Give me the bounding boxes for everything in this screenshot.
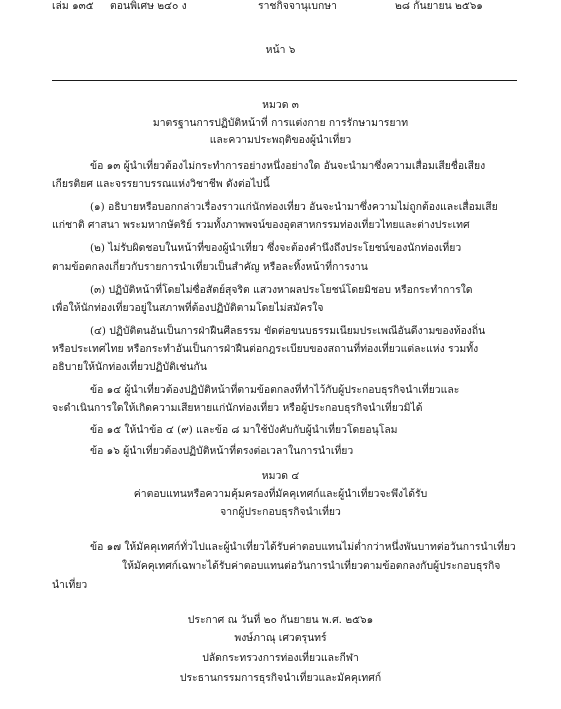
clause-13-item-1-line-2: แก่ชาติ ศาสนา พระมหากษัตริย์ รวมทั้งภาพพจน์ของอุตสาหกรรมท่องเที่ยวไทยและต่างประเทศ (52, 219, 470, 231)
clause-17-line-3: นำเที่ยว (52, 579, 88, 591)
chapter-4-title-line-1: ค่าตอบแทนหรือความคุ้มครองที่มัคคุเทศก์และผู้นำเที่ยวจะพึงได้รับ (133, 488, 428, 500)
section-number: ตอนพิเศษ ๒๔๐ ง (110, 0, 187, 12)
clause-15: ข้อ ๑๕ ให้นำข้อ ๔ (๙) และข้อ ๘ มาใช้บังคับกับผู้นำเที่ยวโดยอนุโลม (90, 424, 398, 436)
chapter-3-heading: หมวด ๓ (262, 99, 299, 111)
header-rule (52, 80, 517, 81)
signatory-position-2: ประธานกรรมการธุรกิจนำเที่ยวและมัคคุเทศก์ (179, 672, 382, 684)
clause-13-item-2-line-1: (๒) ไม่รับผิดชอบในหน้าที่ของผู้นำเที่ยว ซึ่งจะต้องคำนึงถึงประโยชน์ของนักท่องเที่ยว (90, 242, 462, 254)
signature-announce-date: ประกาศ ณ วันที่ ๒๐ กันยายน พ.ศ. ๒๕๖๑ (187, 614, 374, 626)
chapter-3-title-line-1: มาตรฐานการปฏิบัติหน้าที่ การแต่งกาย การรักษามารยาท (152, 117, 409, 129)
volume-number: เล่ม ๑๓๕ (52, 0, 94, 12)
clause-17-line-2: ให้มัคคุเทศก์เฉพาะได้รับค่าตอบแทนต่อวันการนำเที่ยวตามข้อตกลงกับผู้ประกอบธุรกิจ (122, 560, 501, 572)
clause-13-item-1-line-1: (๑) อธิบายหรือบอกกล่าวเรื่องราวแก่นักท่องเที่ยว อันจะนำมาซึ่งความไม่ถูกต้องและเสื่อมเสีย (90, 201, 498, 213)
clause-16: ข้อ ๑๖ ผู้นำเที่ยวต้องปฏิบัติหน้าที่ตรงต่อเวลาในการนำเที่ยว (90, 445, 354, 457)
clause-13-item-3-line-1: (๓) ปฏิบัติหน้าที่โดยไม่ซื่อสัตย์สุจริต แสวงหาผลประโยชน์โดยมิชอบ หรือกระทำการใด (90, 284, 473, 296)
signatory-name: พงษ์ภาณุ เศวตรุนทร์ (234, 632, 327, 644)
page-number: หน้า ๖ (265, 44, 296, 56)
chapter-4-title-line-2: จากผู้ประกอบธุรกิจนำเที่ยว (220, 506, 341, 518)
clause-13-item-4-line-1: (๔) ปฏิบัติตนอันเป็นการฝ่าฝืนศีลธรรม ขัดต่อขนบธรรมเนียมประเพณีอันดีงามของท้องถิ่น (90, 325, 486, 337)
clause-14-line-1: ข้อ ๑๔ ผู้นำเที่ยวต้องปฏิบัติหน้าที่ตามข้อตกลงที่ทำไว้กับผู้ประกอบธุรกิจนำเที่ยวและ (90, 384, 460, 396)
clause-13-line-1: ข้อ ๑๓ ผู้นำเที่ยวต้องไม่กระทำการอย่างหนึ่งอย่างใด อันจะนำมาซึ่งความเสื่อมเสียชื่อเสียง (90, 160, 486, 172)
chapter-3-title-line-2: และความประพฤติของผู้นำเที่ยว (209, 134, 352, 146)
clause-13-item-4-line-3: อธิบายให้นักท่องเที่ยวปฏิบัติเช่นกัน (52, 361, 207, 373)
clause-13-item-3-line-2: เพื่อให้นักท่องเที่ยวอยู่ในสภาพที่ต้องปฏิบัติตามโดยไม่สมัครใจ (52, 302, 324, 314)
clause-13-item-4-line-2: หรือประเทศไทย หรือกระทำอันเป็นการฝ่าฝืนต่อกฎระเบียบของสถานที่ท่องเที่ยวแต่ละแห่ง รวมทั้ง (52, 343, 479, 355)
publication-name: ราชกิจจานุเบกษา (258, 0, 337, 12)
gazette-header (0, 0, 561, 14)
clause-17-line-1: ข้อ ๑๗ ให้มัคคุเทศก์ทั่วไปและผู้นำเที่ยวได้รับค่าตอบแทนไม่ต่ำกว่าหนึ่งพันบาทต่อวันการนำเที่ยว (90, 541, 516, 553)
issue-date: ๒๘ กันยายน ๒๕๖๑ (395, 0, 483, 12)
clause-13-line-2: เกียรติยศ และจรรยาบรรณแห่งวิชาชีพ ดังต่อไปนี้ (52, 178, 270, 190)
clause-14-line-2: จะดำเนินการใดให้เกิดความเสียหายแก่นักท่องเที่ยว หรือผู้ประกอบธุรกิจนำเที่ยวมิได้ (52, 402, 423, 414)
signatory-position-1: ปลัดกระทรวงการท่องเที่ยวและกีฬา (202, 652, 359, 664)
chapter-4-heading: หมวด ๔ (261, 470, 300, 482)
clause-13-item-2-line-2: ตามข้อตกลงเกี่ยวกับรายการนำเที่ยวเป็นสำคัญ หรือละทิ้งหน้าที่การงาน (52, 261, 368, 273)
